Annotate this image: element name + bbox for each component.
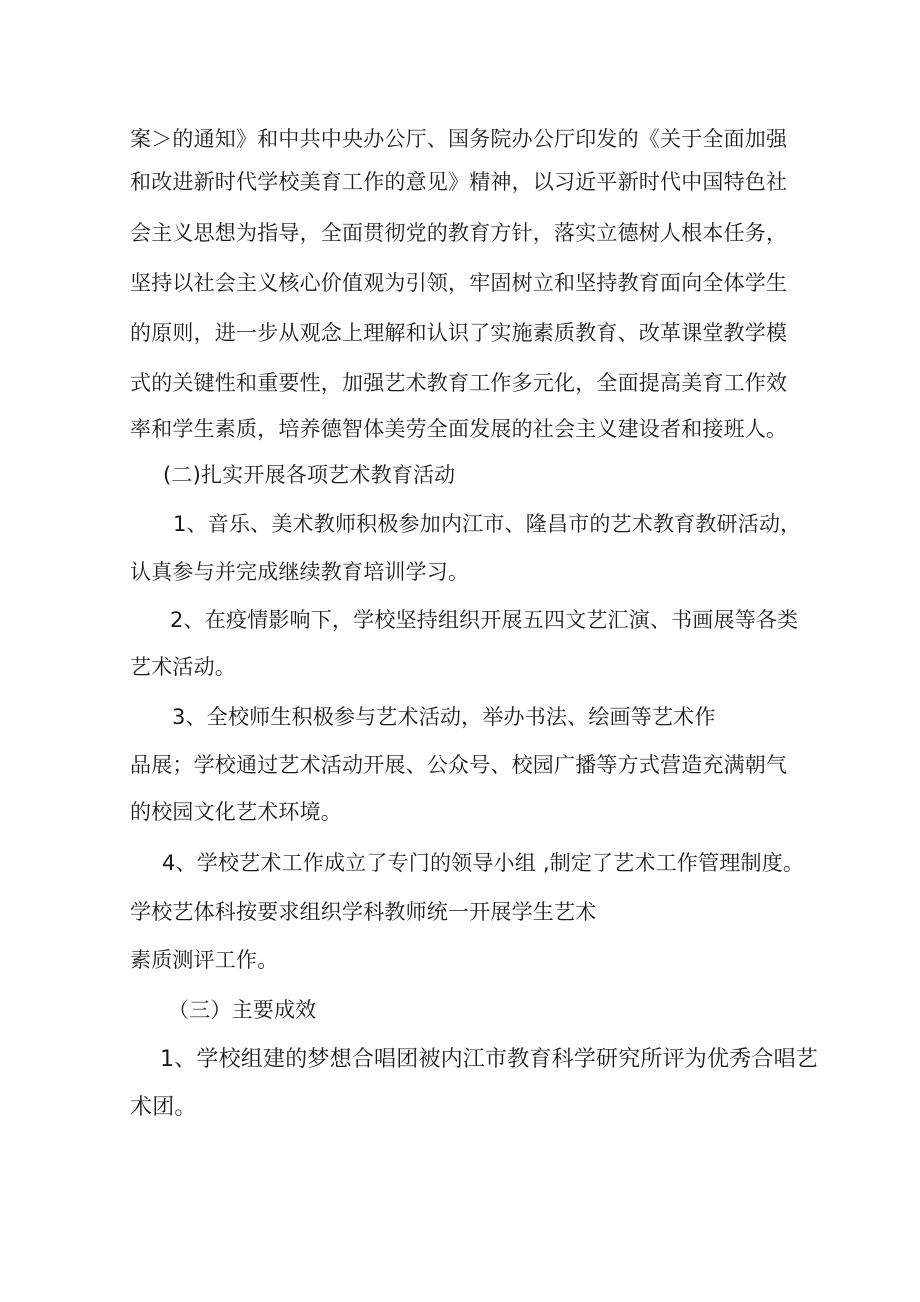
result-1-line-2: 术团。 <box>130 1095 197 1120</box>
item-3-line-1: 3、全校师生积极参与艺术活动，举办书法、绘画等艺术作 <box>172 705 716 729</box>
section-heading-3: （三）主要成效 <box>168 998 317 1022</box>
paragraph-line-4: 坚持以社会主义核心价值观为引领，牢固树立和坚持教育面向全体学生 <box>130 271 788 295</box>
item-4-line-1: 4、学校艺术工作成立了专门的领导小组 ,制定了艺术工作管理制度。 <box>162 851 805 875</box>
paragraph-line-3: 会主义思想为指导，全面贯彻党的教育方针，落实立德树人根本任务， <box>130 221 788 245</box>
paragraph-line-7: 率和学生素质，培养德智体美劳全面发展的社会主义建设者和接班人。 <box>130 417 788 441</box>
item-1-line-1: 1、音乐、美术教师积极参加内江市、隆昌市的艺术教育教研活动， <box>173 512 802 536</box>
item-2-line-2: 艺术活动。 <box>130 655 236 679</box>
paragraph-line-5: 的原则，进一步从观念上理解和认识了实施素质教育、改革课堂教学模 <box>130 321 788 345</box>
item-3-line-3: 的校园文化艺术环境。 <box>130 800 342 824</box>
paragraph-line-6: 式的关键性和重要性，加强艺术教育工作多元化，全面提高美育工作效 <box>130 371 788 395</box>
result-1-line-1: 1、学校组建的梦想合唱团被内江市教育科学研究所评为优秀合唱艺 <box>160 1047 818 1072</box>
paragraph-line-2: 和改进新时代学校美育工作的意见》精神，以习近平新时代中国特色社 <box>130 170 788 194</box>
item-1-line-2: 认真参与并完成继续教育培训学习。 <box>130 560 470 584</box>
paragraph-line-1: 案＞的通知》和中共中央办公厅、国务院办公厅印发的《关于全面加强 <box>130 127 788 151</box>
section-heading-2: (二)扎实开展各项艺术教育活动 <box>163 463 456 487</box>
item-4-line-2: 学校艺体科按要求组织学科教师统一开展学生艺术 <box>130 900 597 924</box>
item-2-line-1: 2、在疫情影响下，学校坚持组织开展五四文艺汇演、书画展等各类 <box>170 608 799 632</box>
item-4-line-3: 素质测评工作。 <box>130 948 279 972</box>
item-3-line-2: 品展；学校通过艺术活动开展、公众号、校园广播等方式营造充满朝气 <box>130 753 788 777</box>
